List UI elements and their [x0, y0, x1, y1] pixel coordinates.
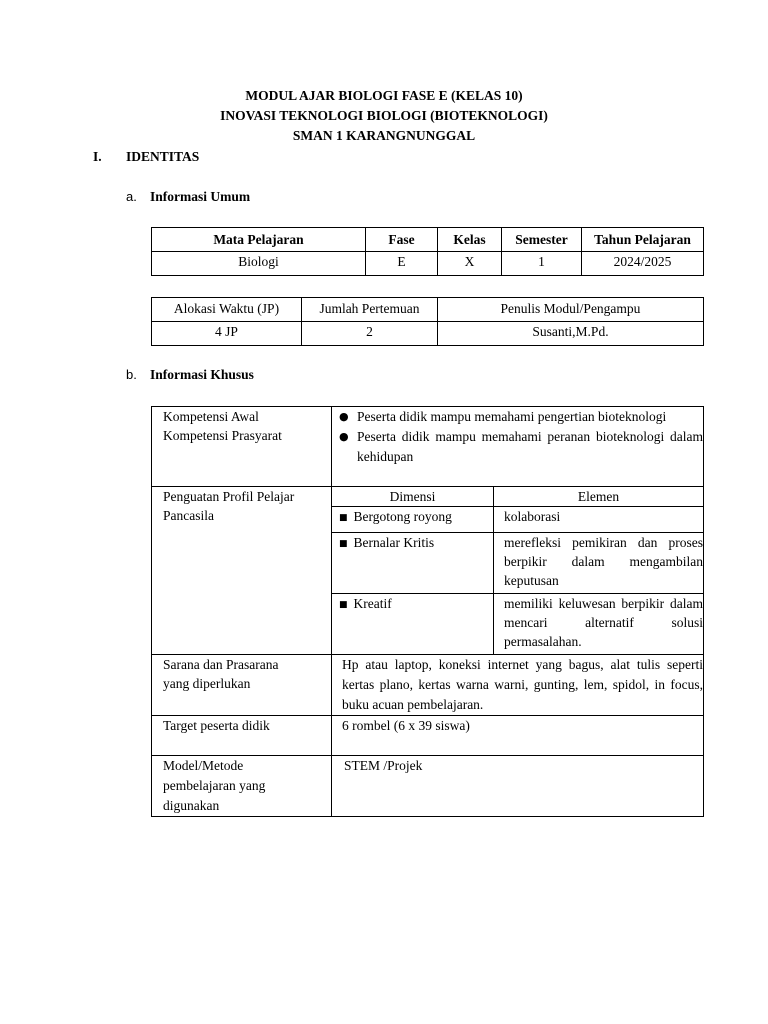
model-label-line-3: digunakan — [163, 798, 220, 813]
dimensi-text: Kreatif — [353, 596, 392, 611]
sarana-value: Hp atau laptop, koneksi internet yang bagus, alat tulis seperti kertas plano, kertas warna warni, gunting, lem, spidol, in focus, buku acuan pembelajaran. — [332, 655, 704, 716]
cell-tahun-pelajaran: 2024/2025 — [582, 252, 704, 276]
elemen-cell — [494, 594, 704, 655]
dimensi-cell — [332, 533, 494, 594]
cell-jumlah-pertemuan: 2 — [302, 322, 438, 346]
dimensi-header: Dimensi — [332, 487, 494, 507]
subsection-a-letter: a. — [126, 189, 137, 204]
kompetensi-awal-label: Kompetensi Awal — [163, 409, 259, 424]
cell-penulis-modul: Susanti,M.Pd. — [438, 322, 704, 346]
kompetensi-content-cell — [332, 407, 704, 487]
special-info-table — [151, 406, 704, 817]
model-value: STEM /Projek — [332, 756, 704, 817]
header-semester: Semester — [502, 228, 582, 252]
elemen-text: memiliki keluwesan berpikir dalam mencari alternatif solusi permasalahan. — [504, 596, 703, 649]
header-alokasi-waktu: Alokasi Waktu (JP) — [152, 298, 302, 322]
cell-fase: E — [366, 252, 438, 276]
dimensi-text: Bernalar Kritis — [353, 535, 435, 550]
list-item — [334, 427, 703, 467]
kompetensi-item-text: Peserta didik mampu memahami peranan bioteknologi dalam kehidupan — [357, 429, 703, 464]
cell-alokasi-waktu: 4 JP — [152, 322, 302, 346]
header-penulis-modul: Penulis Modul/Pengampu — [438, 298, 704, 322]
model-label-line-1: Model/Metode — [163, 758, 244, 773]
section-title: IDENTITAS — [126, 149, 200, 164]
subsection-a-title: Informasi Umum — [150, 189, 251, 204]
sarana-label-cell — [152, 655, 332, 716]
target-value: 6 rombel (6 x 39 siswa) — [332, 716, 704, 756]
header-fase: Fase — [366, 228, 438, 252]
header-mata-pelajaran: Mata Pelajaran — [152, 228, 366, 252]
subsection-b-letter: b. — [126, 367, 137, 382]
elemen-header: Elemen — [494, 487, 704, 507]
header-tahun-pelajaran: Tahun Pelajaran — [582, 228, 704, 252]
kompetensi-prasyarat-label: Kompetensi Prasyarat — [163, 428, 282, 443]
square-bullet-icon: ■ — [339, 600, 348, 610]
dimensi-cell — [332, 507, 494, 533]
bullet-icon: ● — [339, 430, 349, 443]
kompetensi-item-text: Peserta didik mampu memahami pengertian bioteknologi — [357, 409, 667, 424]
elemen-cell — [494, 533, 704, 594]
list-item — [334, 407, 703, 427]
subsection-b-title: Informasi Khusus — [150, 367, 254, 382]
header-jumlah-pertemuan: Jumlah Pertemuan — [302, 298, 438, 322]
allocation-table — [151, 297, 704, 346]
square-bullet-icon: ■ — [339, 539, 348, 549]
sarana-label-line-2: yang diperlukan — [163, 676, 251, 691]
profil-label-line-1: Penguatan Profil Pelajar — [163, 489, 295, 504]
elemen-text: merefleksi pemikiran dan proses berpikir dalam mengambilan keputusan — [504, 535, 703, 588]
kompetensi-label-cell — [152, 407, 332, 487]
document-title-line-2: INOVASI TEKNOLOGI BIOLOGI (BIOTEKNOLOGI) — [220, 108, 548, 123]
document-title-line-1: MODUL AJAR BIOLOGI FASE E (KELAS 10) — [245, 88, 523, 103]
profil-label-line-2: Pancasila — [163, 508, 214, 523]
bullet-icon: ● — [339, 410, 349, 423]
general-info-table — [151, 227, 704, 276]
square-bullet-icon: ■ — [339, 513, 348, 523]
elemen-cell — [494, 507, 704, 533]
cell-semester: 1 — [502, 252, 582, 276]
model-label-cell — [152, 756, 332, 817]
profil-label-cell — [152, 487, 332, 655]
sarana-label-line-1: Sarana dan Prasarana — [163, 657, 279, 672]
model-label-line-2: pembelajaran yang — [163, 778, 266, 793]
section-number: I. — [93, 149, 102, 164]
dimensi-cell — [332, 594, 494, 655]
elemen-text: kolaborasi — [504, 509, 561, 524]
document-title-line-3: SMAN 1 KARANGNUNGGAL — [292, 128, 476, 143]
cell-mata-pelajaran: Biologi — [152, 252, 366, 276]
target-label: Target peserta didik — [152, 716, 332, 756]
header-kelas: Kelas — [438, 228, 502, 252]
cell-kelas: X — [438, 252, 502, 276]
dimensi-text: Bergotong royong — [353, 509, 452, 524]
kompetensi-list — [334, 407, 703, 467]
